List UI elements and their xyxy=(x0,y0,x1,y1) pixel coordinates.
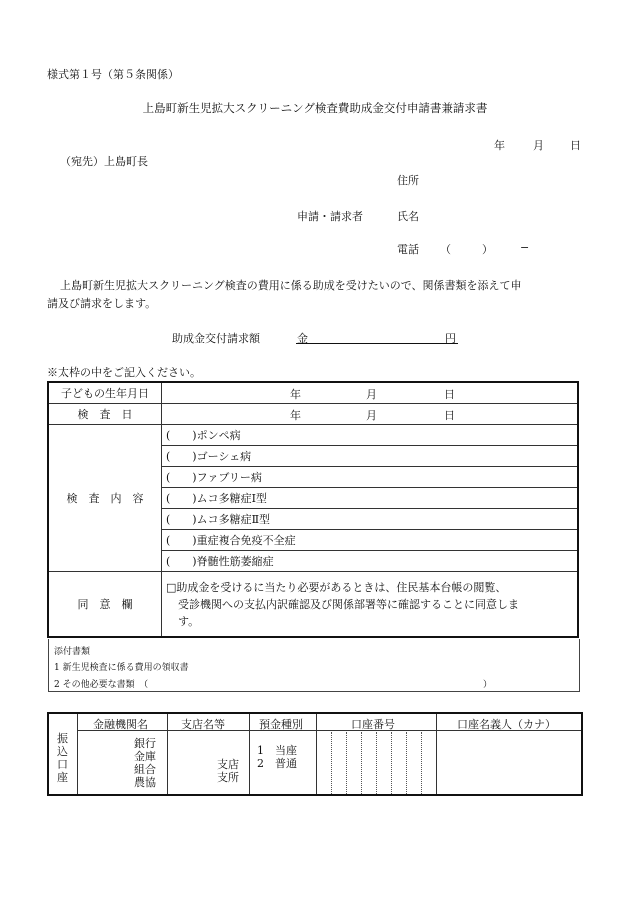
inst-type-bank: 銀行 xyxy=(134,737,156,750)
amount-prefix: 金 xyxy=(297,332,308,345)
exam-day: 日 xyxy=(444,409,455,422)
test-item-sma[interactable]: ( )脊髄性筋萎縮症 xyxy=(162,551,579,572)
body-text-line1: 上島町新生児拡大スクリーニング検査の費用に係る助成を受けたいので、関係書類を添えて申 xyxy=(60,279,522,292)
attachments-box xyxy=(48,639,580,692)
attachments-title: 添付書類 xyxy=(54,647,91,657)
header-account-holder: 口座名義人（カナ） xyxy=(457,718,556,731)
birth-month: 月 xyxy=(366,388,377,401)
header-deposit-type: 預金種別 xyxy=(259,718,303,731)
bank-side-label-4: 座 xyxy=(57,771,68,784)
form-number: 様式第１号（第５条関係） xyxy=(47,68,179,81)
consent-text-line1: □助成金を受けるに当たり必要があるときは、住民基本台帳の閲覧、 xyxy=(166,580,507,594)
phone-paren-open: （ xyxy=(440,243,451,256)
exam-month: 月 xyxy=(366,409,377,422)
test-item-mps2[interactable]: ( )ムコ多糖症Ⅱ型 xyxy=(162,509,579,530)
test-item-pompe[interactable]: ( )ポンペ病 xyxy=(162,425,579,446)
exam-content-label: 検 査 内 容 xyxy=(48,425,162,572)
birth-day: 日 xyxy=(444,388,455,401)
amount-suffix: 円 xyxy=(445,332,456,345)
amount-field[interactable] xyxy=(296,330,458,344)
deposit-type-ordinary[interactable]: 2 普通 xyxy=(257,757,297,770)
addressee: （宛先）上島町長 xyxy=(60,155,148,168)
test-row xyxy=(48,425,578,446)
applicant-role-label: 申請・請求者 xyxy=(297,210,363,223)
exam-date-row xyxy=(48,404,578,425)
branch-type-shisho: 支所 xyxy=(217,771,239,784)
date-year: 年 xyxy=(494,139,505,152)
application-table xyxy=(47,381,579,638)
birth-date-field[interactable] xyxy=(162,382,579,404)
test-item-mps1[interactable]: ( )ムコ多糖症Ⅰ型 xyxy=(162,488,579,509)
fill-note: ※太枠の中をご記入ください。 xyxy=(47,366,201,379)
exam-year: 年 xyxy=(290,409,301,422)
inst-type-nokyo: 農協 xyxy=(134,776,156,789)
test-item-scid[interactable]: ( )重症複合免疫不全症 xyxy=(162,530,579,551)
amount-label: 助成金交付請求額 xyxy=(172,332,260,345)
deposit-type-current[interactable]: 1 当座 xyxy=(257,744,297,757)
bank-side-label-3: 口 xyxy=(57,758,68,771)
birth-year: 年 xyxy=(290,388,301,401)
consent-label: 同 意 欄 xyxy=(48,572,162,638)
consent-checkbox-field[interactable] xyxy=(162,572,579,638)
header-account-number: 口座番号 xyxy=(351,718,395,731)
header-institution: 金融機関名 xyxy=(93,718,148,731)
test-item-gaucher[interactable]: ( )ゴーシェ病 xyxy=(162,446,579,467)
header-branch: 支店名等 xyxy=(181,718,225,731)
bank-side-label-2: 込 xyxy=(57,745,68,758)
address-label: 住所 xyxy=(397,174,419,187)
bank-side-label-1: 振 xyxy=(57,732,68,745)
birth-label: 子どもの生年月日 xyxy=(48,382,162,404)
body-text-line2: 請及び請求をします。 xyxy=(47,297,157,310)
phone-dash: − xyxy=(520,241,530,254)
test-item-fabry[interactable]: ( )ファブリー病 xyxy=(162,467,579,488)
inst-type-kumiai: 組合 xyxy=(134,763,156,776)
attachment-item1: 1 新生児検査に係る費用の領収書 xyxy=(54,663,189,673)
attachment-item2: 2 その他必要な書類 （ xyxy=(54,680,149,690)
consent-text-line2: 受診機関への支払内訳確認及び関係部署等に確認することに同意しま xyxy=(178,597,519,611)
date-month: 月 xyxy=(533,139,544,152)
bank-account-table xyxy=(47,712,583,796)
consent-text-line3: す。 xyxy=(178,614,200,628)
exam-date-field[interactable] xyxy=(162,404,579,425)
exam-date-label: 検 査 日 xyxy=(48,404,162,425)
phone-label: 電話 xyxy=(397,243,419,256)
page-title: 上島町新生児拡大スクリーニング検査費助成金交付申請書兼請求書 xyxy=(142,101,488,115)
attachment-item2-close: ） xyxy=(483,680,493,690)
birth-row xyxy=(48,382,578,404)
phone-paren-close: ） xyxy=(482,243,493,256)
name-label: 氏名 xyxy=(397,210,419,223)
date-day: 日 xyxy=(570,139,581,152)
branch-type-shiten: 支店 xyxy=(217,758,239,771)
inst-type-shinkin: 金庫 xyxy=(134,750,156,763)
consent-row xyxy=(48,572,578,638)
